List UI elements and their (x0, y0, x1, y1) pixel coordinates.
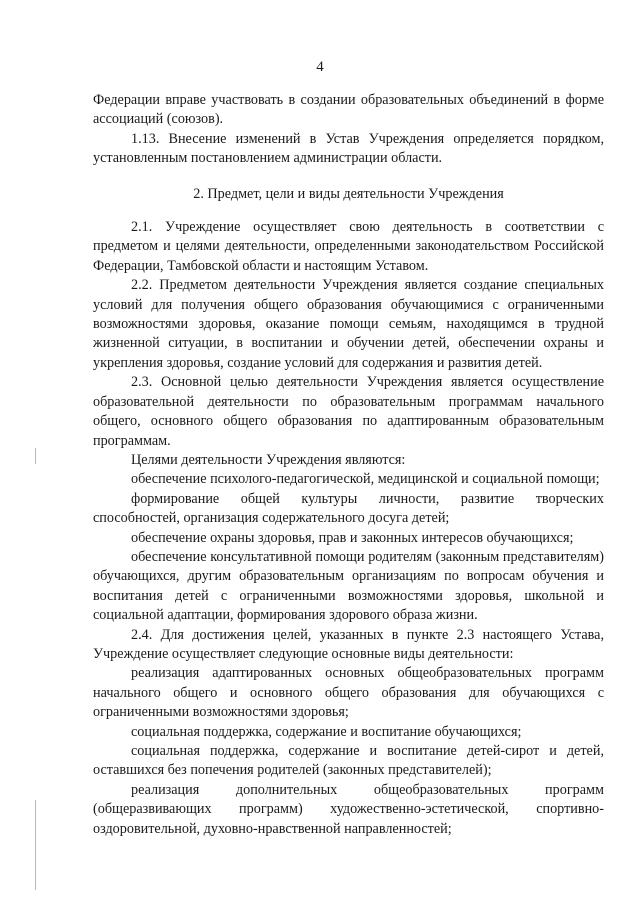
list-item-goal: обеспечение консультативной помощи родителям (законным представителям) обучающихся, другим образовательным организациям по вопросам обучения и воспитания детей с ограниченными возможностями здоровья, школьной и социальной адаптации, формирования здорового образа жизни. (93, 548, 604, 624)
paragraph-2-2: 2.2. Предметом деятельности Учреждения является создание специальных условий для получения общего образования обучающимися с ограниченными возможностями здоровья, оказание помощи семьям, находящимся в трудной жизненной ситуации, в воспитании и обучении детей, обеспечении охраны и укрепления здоровья, создание условий для содержания и развития детей. (93, 277, 604, 371)
section-heading: 2. Предмет, цели и виды деятельности Учреждения (193, 185, 504, 202)
paragraph-2-1: 2.1. Учреждение осуществляет свою деятельность в соответствии с предметом и целями деятельности, определенными законодательством Российской Федерации, Тамбовской области и настоящим Уставом. (93, 219, 604, 274)
scan-margin-mark (35, 800, 36, 890)
list-item-activity: реализация дополнительных общеобразовательных программ (общеразвивающих программ) художественно-эстетической, спортивно-оздоровительной, духовно-нравственной направленностей; (93, 781, 604, 837)
paragraph-1-13: 1.13. Внесение изменений в Устав Учреждения определяется порядком, установленным постановлением администрации области. (93, 130, 604, 167)
list-item-activity: социальная поддержка, содержание и воспитание детей-сирот и детей, оставшихся без попечения родителей (законных представителей); (93, 743, 604, 779)
page-number: 4 (316, 59, 324, 75)
list-item-goal: формирование общей культуры личности, развитие творческих способностей, организация содержательного досуга детей; (93, 490, 604, 527)
list-item-goal: обеспечение охраны здоровья, прав и законных интересов обучающихся; (131, 529, 574, 546)
paragraph-2-3: 2.3. Основной целью деятельности Учреждения является осуществление образовательной деятельности по образовательным программам начального общего, основного общего образования по адаптированным образовательным программам. (93, 374, 604, 449)
document-body (93, 91, 604, 839)
list-item-activity: реализация адаптированных основных общеобразовательных программ начального общего и основного общего образования для обучающихся с ограниченными возможностями здоровья; (93, 665, 604, 721)
list-item-goal: обеспечение психолого-педагогической, медицинской и социальной помощи; (131, 471, 600, 488)
list-item-activity: социальная поддержка, содержание и воспитание обучающихся; (131, 723, 522, 740)
paragraph-goals-intro: Целями деятельности Учреждения являются: (131, 451, 406, 468)
paragraph-continuation: Федерации вправе участвовать в создании образовательных объединений в форме ассоциаций (союзов). (93, 92, 604, 128)
paragraph-2-4: 2.4. Для достижения целей, указанных в пункте 2.3 настоящего Устава, Учреждение осуществляет следующие основные виды деятельности: (93, 626, 604, 662)
scan-margin-mark (35, 448, 36, 464)
